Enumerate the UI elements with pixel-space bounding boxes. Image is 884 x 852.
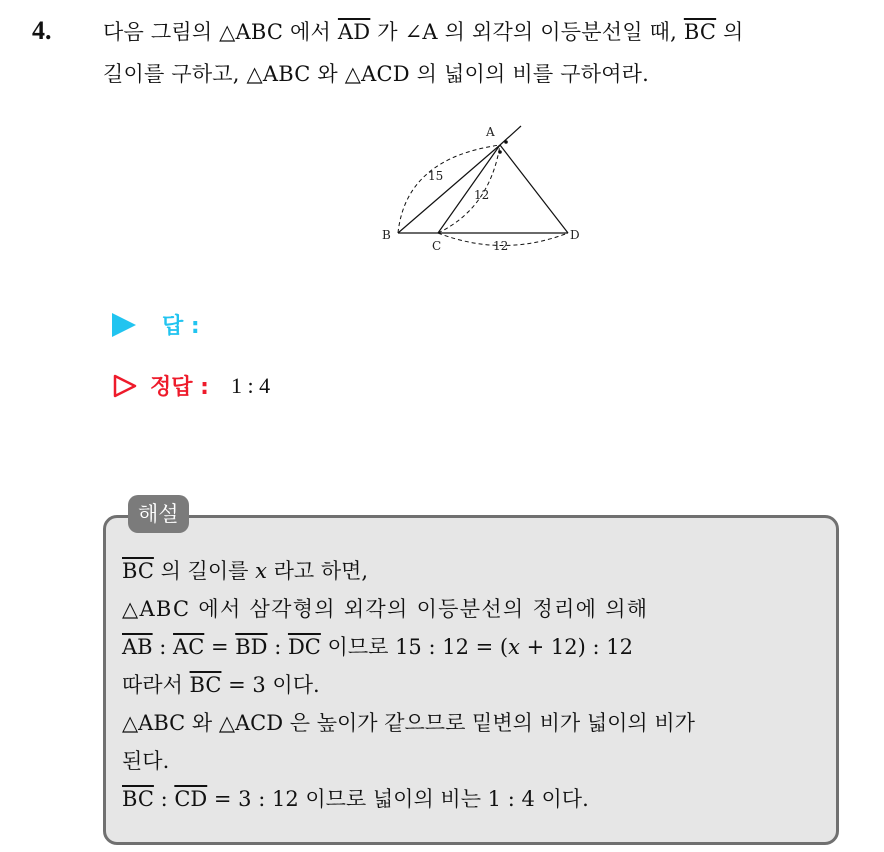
segment-bc: $\overline{BC}$: [683, 20, 717, 44]
play-outline-icon: [112, 373, 138, 399]
explanation-text: 이므로 15 : 12 = (: [320, 635, 509, 659]
explanation-line-4: [122, 669, 320, 699]
explanation-text: :: [152, 635, 174, 659]
question-text: 가 ∠A 의 외각의 이등분선일 때,: [370, 20, 684, 44]
explanation-text: 라고 하면,: [266, 559, 369, 583]
explanation-text: 의 길이를: [153, 559, 256, 583]
segment-dc: $\overline{DC}$: [287, 635, 321, 659]
explanation-text: = 3 이다.: [221, 673, 320, 697]
explanation-text: + 12) : 12: [519, 635, 633, 659]
length-label-ac: 12: [474, 188, 490, 202]
segment-bc: $\overline{BC}$: [122, 787, 154, 811]
explanation-line-5: △ABC 와 △ACD 은 높이가 같으므로 밑변의 비가 넓이의 비가: [122, 711, 695, 735]
vertex-label-d: D: [570, 228, 580, 242]
explanation-tag: 해설: [128, 495, 189, 533]
explanation-text: :: [267, 635, 288, 659]
question-number: 4.: [32, 16, 52, 45]
length-label-cd: 12: [493, 239, 509, 253]
explanation-text: = 3 : 12 이므로 넓이의 비는 1 : 4 이다.: [207, 787, 589, 811]
explanation-line-2: △ABC 에서 삼각형의 외각의 이등분선의 정리에 의해: [122, 597, 649, 621]
question-text: 의: [716, 20, 744, 44]
explanation-line-1: [122, 555, 368, 585]
explanation-text: 따라서: [122, 673, 190, 697]
segment-ac: $\overline{AC}$: [173, 635, 205, 659]
explanation-line-7: [122, 783, 589, 813]
segment-bc: $\overline{BC}$: [122, 559, 154, 583]
vertex-label-a: A: [486, 125, 495, 139]
question-text-line-1: [103, 16, 744, 46]
key-answer-value: 1 : 4: [230, 372, 271, 398]
question-text-line-2: 길이를 구하고, △ABC 와 △ACD 의 넓이의 비를 구하여라.: [103, 62, 650, 86]
explanation-line-6: 된다.: [122, 749, 170, 773]
variable-x: x: [255, 559, 267, 583]
triangle-diagram: [378, 118, 588, 258]
segment-cd: $\overline{CD}$: [174, 787, 208, 811]
segment-ad: $\overline{AD}$: [337, 20, 371, 44]
play-icon: [112, 313, 136, 337]
explanation-text: =: [204, 635, 236, 659]
question-text: 다음 그림의 △ABC 에서: [103, 20, 338, 44]
segment-bc: $\overline{BC}$: [189, 673, 222, 697]
answer-row: [112, 309, 200, 340]
explanation-text: :: [153, 787, 175, 811]
segment-bd: $\overline{BD}$: [235, 635, 268, 659]
explanation-line-3: [122, 631, 633, 661]
key-answer-row: [112, 370, 270, 401]
variable-x: x: [508, 635, 520, 659]
triangle-figure: [378, 118, 588, 258]
vertex-label-c: C: [432, 239, 442, 253]
length-label-ab: 15: [428, 169, 444, 183]
vertex-label-b: B: [382, 228, 391, 242]
key-answer-label: 정답 :: [150, 375, 209, 400]
answer-label: 답 :: [162, 314, 200, 339]
segment-ab: $\overline{AB}$: [122, 635, 153, 659]
